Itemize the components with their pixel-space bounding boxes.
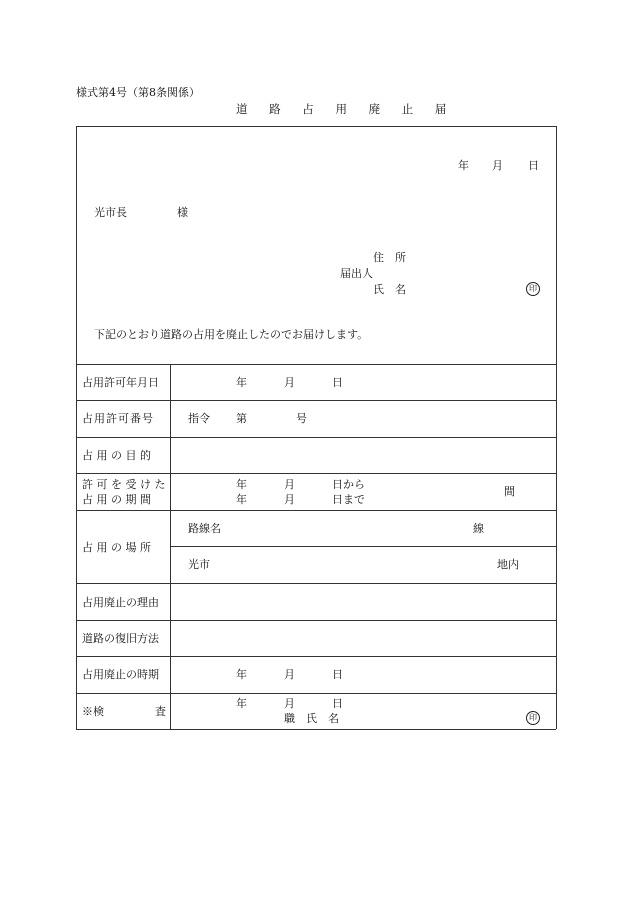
permit-date-month: 月 [284, 376, 295, 389]
applicant-address-label: 住 所 [373, 251, 406, 264]
location-label: 占 用 の 場 所 [82, 541, 151, 554]
period-to-year: 年 [236, 493, 247, 506]
addressee: 光市長 [94, 206, 127, 219]
permit-date-day: 日 [332, 376, 343, 389]
statement: 下記のとおり道路の占用を廃止したのでお届けします。 [94, 328, 369, 341]
inspection-month: 月 [284, 697, 295, 710]
row-divider [76, 656, 556, 657]
inspection-seal-mark: 印 [526, 711, 540, 725]
label-column-divider [170, 364, 171, 729]
permit-number-prefix: 指令 [188, 412, 210, 425]
period-to-suffix: 日まで [332, 493, 365, 506]
inspection-year: 年 [236, 697, 247, 710]
period-from-suffix: 日から [332, 478, 365, 491]
applicant-name-label: 氏 名 [373, 283, 406, 296]
period-label-line2: 占 用 の 期 間 [82, 493, 151, 506]
row-divider [76, 620, 556, 621]
period-from-year: 年 [236, 478, 247, 491]
restoration-label: 道路の復旧方法 [82, 632, 159, 645]
header-date-month: 月 [492, 159, 503, 172]
permit-date-label: 占用許可年月日 [82, 376, 159, 389]
row-divider [76, 437, 556, 438]
row-divider [76, 510, 556, 511]
abolition-date-day: 日 [332, 668, 343, 681]
frame-top [76, 126, 556, 127]
permit-number-go: 号 [296, 412, 307, 425]
frame-bottom [76, 729, 556, 730]
abolition-date-month: 月 [284, 668, 295, 681]
form-title: 道 路 占 用 廃 止 届 [236, 102, 456, 116]
row-divider [76, 693, 556, 694]
abolition-date-label: 占用廃止の時期 [82, 668, 159, 681]
permit-number-dai: 第 [236, 412, 247, 425]
period-from-month: 月 [284, 478, 295, 491]
period-to-month: 月 [284, 493, 295, 506]
row-divider [76, 473, 556, 474]
row-divider [76, 583, 556, 584]
inspection-day: 日 [332, 697, 343, 710]
frame-right [556, 126, 557, 729]
purpose-label: 占 用 の 目 的 [82, 449, 151, 462]
inspection-official: 職 氏 名 [284, 712, 339, 725]
inspection-label-right: 査 [155, 705, 166, 718]
reason-label: 占用廃止の理由 [82, 596, 159, 609]
route-name-label: 路線名 [188, 522, 221, 535]
header-date-day: 日 [528, 159, 539, 172]
inspection-label-left: ※検 [82, 705, 104, 718]
permit-number-label: 占用許可番号 [82, 412, 154, 425]
row-divider [76, 400, 556, 401]
route-suffix: 線 [473, 522, 484, 535]
abolition-date-year: 年 [236, 668, 247, 681]
applicant-role-label: 届出人 [340, 267, 373, 280]
row-divider-inner [170, 546, 556, 547]
addressee-suffix: 様 [177, 206, 188, 219]
permit-date-year: 年 [236, 376, 247, 389]
applicant-seal-mark: 印 [526, 282, 540, 296]
header-date-year: 年 [458, 159, 469, 172]
form-number: 様式第4号（第8条関係） [76, 86, 200, 99]
row-divider [76, 364, 556, 365]
period-label-line1: 許 可 を 受 け た [82, 478, 166, 491]
frame-left [76, 126, 77, 729]
location-city: 光市 [188, 558, 210, 571]
period-duration: 間 [504, 485, 515, 498]
location-lot-suffix: 地内 [497, 558, 519, 571]
